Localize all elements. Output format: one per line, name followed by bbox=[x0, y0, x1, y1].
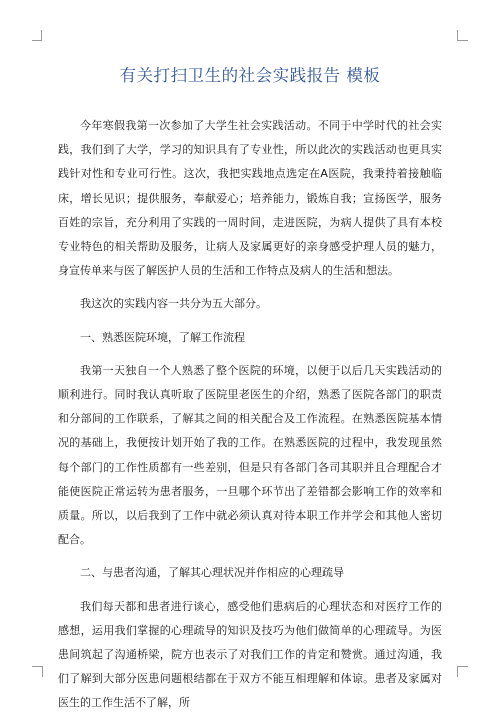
crop-mark-bottom-left bbox=[32, 666, 43, 677]
paragraph-intro: 今年寒假我第一次参加了大学生社会实践活动。不同于中学时代的社会实践，我们到了大学，学习的知识具有了专业性，所以此次的实践活动也更具实践针对性和专业可行性。这次，我把实践地点选定在A医院，我秉持着接触临床，增长见识；提供服务，奉献爱心；培养能力，锻炼自我；宣扬医学，服务百姓的宗旨，充分利用了实践的一周时间，走进医院，为病人提供了具有本校专业特色的相关帮助及服务，让病人及家属更好的亲身感受护理人员的魅力，身宣传单来与医了解医护人员的生活和工作特点及病人的生活和想法。 bbox=[58, 119, 442, 278]
document-body bbox=[58, 114, 442, 725]
paragraph-section-2: 我们每天都和患者进行谈心，感受他们患病后的心理状态和对医疗工作的感想，运用我们掌握的心理疏导的知识及技巧为他们做简单的心理疏导。为医患间筑起了沟通桥梁，院方也表示了对我们工作的肯定和赞赏。通过沟通，我们了解到大部分医患问题根结都在于双方不能互相理解和体谅。患者及家属对医生的工作生活不了解，所 bbox=[58, 599, 442, 710]
crop-mark-top-right bbox=[457, 30, 468, 41]
paragraph-summary: 我这次的实践内容一共分为五大部分。 bbox=[80, 297, 267, 311]
paragraph-section-1: 我第一天独自一个人熟悉了整个医院的环境，以便于以后几天实践活动的顺利进行。同时我认真听取了医院里老医生的介绍，熟悉了医院各部门的职责和分部间的工作联系，了解其之间的相关配合及工作流程。在熟悉医院基本情况的基础上，我便按计划开始了我的工作。在熟悉医院的过程中，我发现虽然每个部门的工作性质都有一些差别，但是只有各部门各司其职并且合理配合才能使医院正常运转为患者服务，一旦哪个环节出了差错都会影响工作的效率和质量。所以，以后我到了工作中就必须认真对待本职工作并学会和其他人密切配合。 bbox=[58, 363, 442, 547]
section-heading-2: 二、与患者沟通，了解其心理状况并作相应的心理疏导 bbox=[80, 566, 344, 580]
crop-mark-top-left bbox=[32, 30, 42, 41]
document-title: 有关打扫卫生的社会实践报告 模板 bbox=[119, 66, 381, 85]
section-heading-1: 一、熟悉医院环境，了解工作流程 bbox=[80, 330, 245, 344]
crop-mark-bottom-right bbox=[457, 666, 468, 677]
